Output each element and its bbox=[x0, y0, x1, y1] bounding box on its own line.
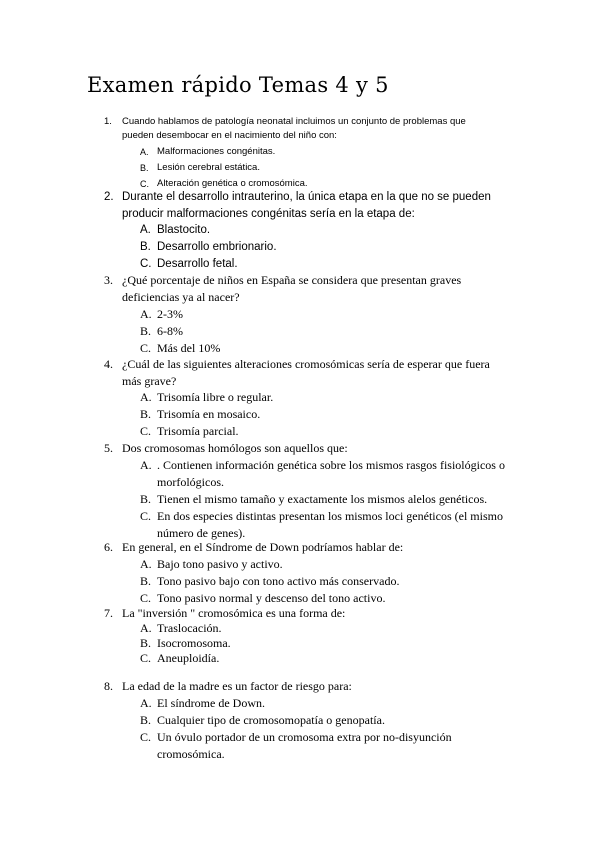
question-line: La "inversión " cromosómica es una forma de: bbox=[122, 606, 346, 620]
option-text: Tono pasivo bajo con tono activo más conservado. bbox=[157, 574, 400, 588]
question-line: Durante el desarrollo intrauterino, la única etapa en la que no se pueden bbox=[122, 191, 491, 203]
option-letter: A. bbox=[140, 224, 151, 236]
option-letter: A. bbox=[140, 557, 152, 571]
option-text: Lesión cerebral estática. bbox=[157, 162, 260, 173]
option-letter: A. bbox=[140, 458, 152, 472]
option-letter: C. bbox=[140, 591, 152, 605]
option-text: Isocromosoma. bbox=[157, 636, 231, 650]
question-number: 8. bbox=[104, 679, 113, 693]
question-text bbox=[122, 189, 542, 223]
option-text: Trisomía en mosaico. bbox=[157, 407, 261, 421]
option-letter: B. bbox=[140, 636, 152, 650]
option-text-continued: cromosómica. bbox=[157, 747, 225, 761]
question-line: En general, en el Síndrome de Down podríamos hablar de: bbox=[122, 540, 404, 554]
question-line: ¿Cuál de las siguientes alteraciones cromosómicas sería de esperar que fuera bbox=[122, 357, 490, 371]
option-text: Bajo tono pasivo y activo. bbox=[157, 557, 283, 571]
option-letter: C. bbox=[140, 179, 149, 189]
option-letter: B. bbox=[140, 713, 152, 727]
option-text: Malformaciones congénitas. bbox=[157, 146, 276, 157]
option-text: Más del 10% bbox=[157, 341, 221, 355]
question-line: deficiencias ya al nacer? bbox=[122, 290, 240, 304]
option-letter: C. bbox=[140, 509, 152, 523]
option-text: Trisomía libre o regular. bbox=[157, 390, 274, 404]
question-line: La edad de la madre es un factor de riesgo para: bbox=[122, 679, 352, 693]
option-text-continued: número de genes). bbox=[157, 526, 246, 540]
option-text: Traslocación. bbox=[157, 621, 222, 635]
option-letter: A. bbox=[140, 307, 152, 321]
page-title: Examen rápido Temas 4 y 5 bbox=[87, 73, 389, 97]
question-text bbox=[122, 272, 522, 306]
question-line: más grave? bbox=[122, 374, 177, 388]
option-text: Aneuploidía. bbox=[157, 651, 220, 665]
option-letter: A. bbox=[140, 621, 152, 635]
option-text: Tienen el mismo tamaño y exactamente los mismos alelos genéticos. bbox=[157, 492, 488, 506]
question-number: 5. bbox=[104, 441, 113, 455]
option-text: Desarrollo embrionario. bbox=[157, 241, 277, 253]
option-letter: B. bbox=[140, 407, 152, 421]
option-letter: C. bbox=[140, 424, 152, 438]
option-letter: C. bbox=[140, 341, 152, 355]
question-text bbox=[122, 678, 522, 695]
question-line: ¿Qué porcentaje de niños en España se considera que presentan graves bbox=[122, 273, 462, 287]
option-letter: A. bbox=[140, 147, 149, 157]
option-text: Blastocito. bbox=[157, 224, 211, 236]
question-number: 2. bbox=[104, 191, 114, 203]
question-line: pueden desembocar en el nacimiento del niño con: bbox=[122, 130, 337, 141]
question-number: 1. bbox=[104, 116, 112, 127]
option-text: Cualquier tipo de cromosomopatía o genopatía. bbox=[157, 713, 385, 727]
option-text: Tono pasivo normal y descenso del tono activo. bbox=[157, 591, 386, 605]
question-number: 4. bbox=[104, 357, 113, 371]
question-line: producir malformaciones congénitas sería en la etapa de: bbox=[122, 208, 415, 220]
option-text: 2-3% bbox=[157, 307, 183, 321]
option-text: Un óvulo portador de un cromosoma extra por no-disyunción bbox=[157, 730, 452, 744]
question-number: 7. bbox=[104, 606, 113, 620]
option-letter: C. bbox=[140, 258, 152, 270]
option-letter: B. bbox=[140, 163, 149, 173]
question-number: 6. bbox=[104, 540, 113, 554]
option-text: . Contienen información genética sobre los mismos rasgos fisiológicos o bbox=[157, 458, 505, 472]
option-letter: C. bbox=[140, 730, 152, 744]
option-letter: B. bbox=[140, 324, 152, 338]
option-letter: B. bbox=[140, 574, 152, 588]
option-letter: A. bbox=[140, 390, 152, 404]
question-line: Dos cromosomas homólogos son aquellos que: bbox=[122, 441, 348, 455]
question-text bbox=[122, 356, 522, 390]
question-number: 3. bbox=[104, 273, 113, 287]
option-letter: B. bbox=[140, 492, 152, 506]
option-letter: C. bbox=[140, 651, 152, 665]
option-text: En dos especies distintas presentan los mismos loci genéticos (el mismo bbox=[157, 509, 503, 523]
option-text: Desarrollo fetal. bbox=[157, 258, 238, 270]
option-text: 6-8% bbox=[157, 324, 183, 338]
question-text bbox=[122, 115, 542, 143]
option-text: El síndrome de Down. bbox=[157, 696, 265, 710]
option-letter: B. bbox=[140, 241, 151, 253]
option-text-continued: morfológicos. bbox=[157, 475, 224, 489]
option-text: Trisomía parcial. bbox=[157, 424, 239, 438]
question-text bbox=[122, 539, 522, 556]
option-text: Alteración genética o cromosómica. bbox=[157, 178, 308, 189]
question-text bbox=[122, 440, 522, 457]
question-line: Cuando hablamos de patología neonatal incluimos un conjunto de problemas que bbox=[122, 116, 466, 127]
option-letter: A. bbox=[140, 696, 152, 710]
